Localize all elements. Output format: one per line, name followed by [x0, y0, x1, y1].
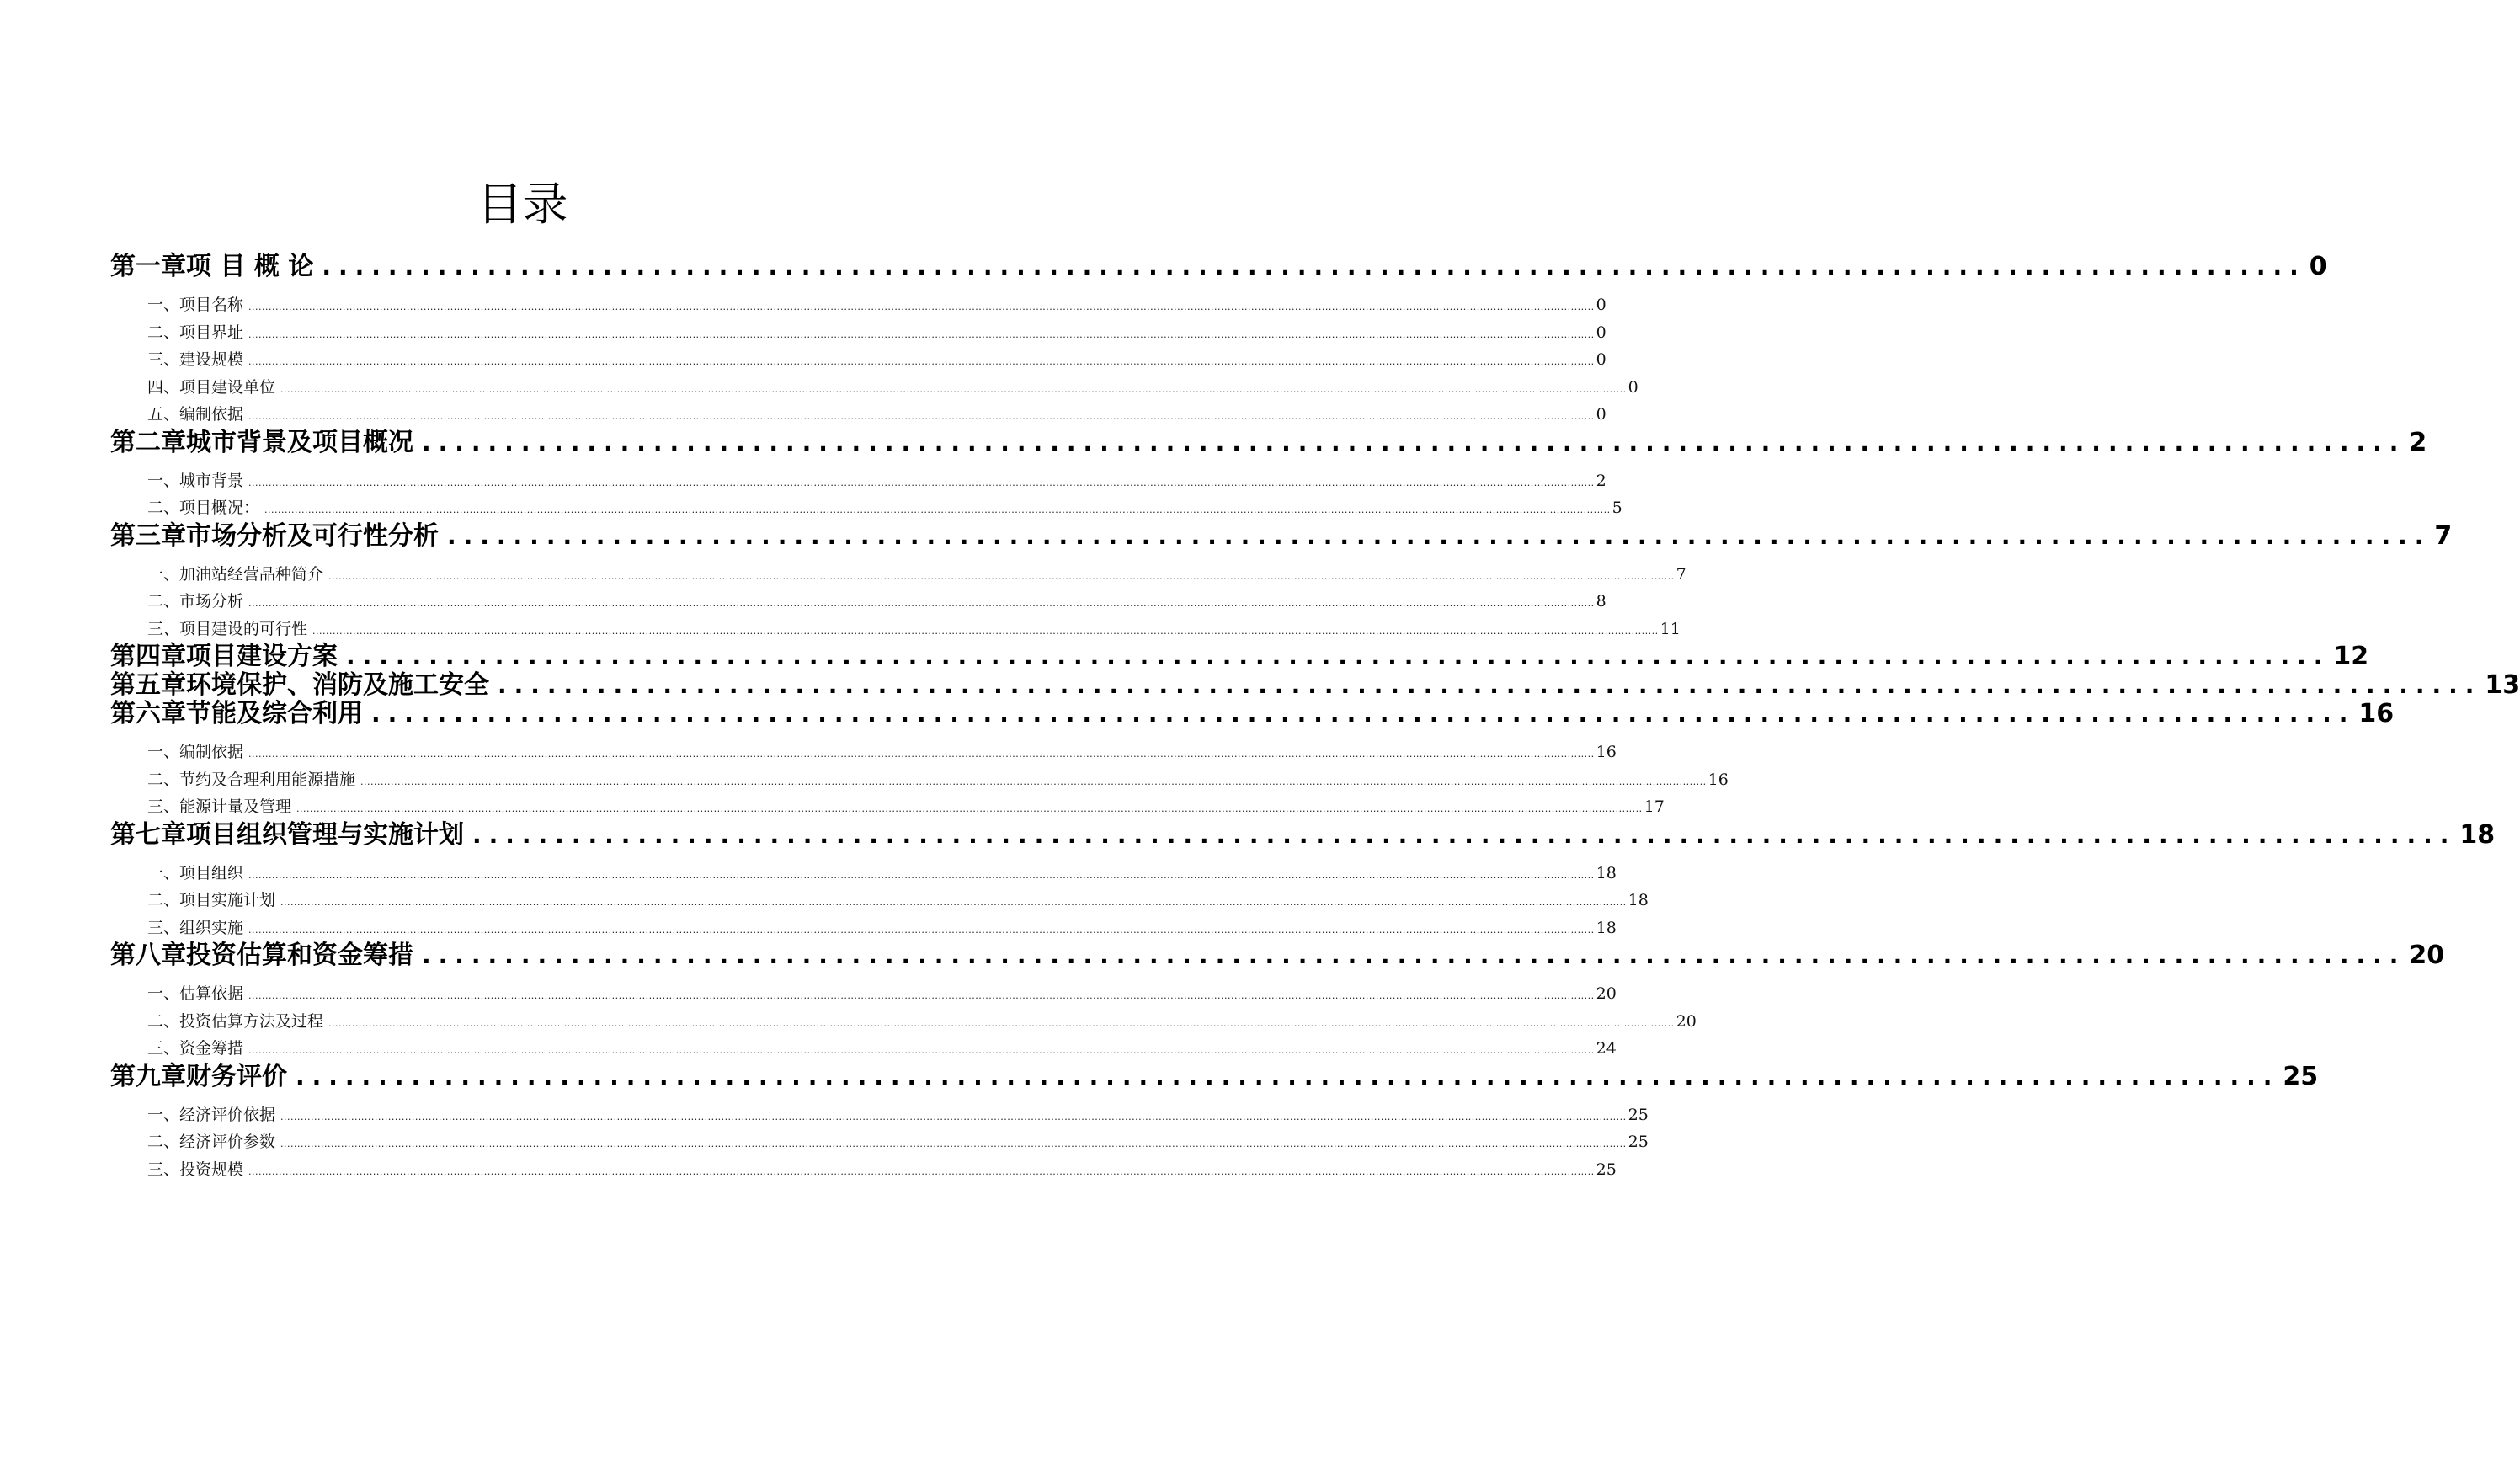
section-label: 二、项目界址 [147, 323, 244, 342]
toc-section-entry[interactable] [147, 980, 1617, 1008]
chapter-title: 投资估算和资金筹措 [186, 941, 413, 970]
section-label: 一、城市背景 [147, 471, 244, 490]
section-page-number: 20 [1596, 984, 1617, 1003]
toc-section-list [110, 980, 1697, 1063]
section-label: 二、经济评价参数 [147, 1133, 276, 1151]
chapter-number: 第六章 [110, 699, 186, 728]
chapter-number: 第九章 [110, 1061, 186, 1091]
dot-leader: ................................................................................................................................................................................................................................................................................................................................................................................................................ [280, 1111, 1627, 1122]
toc-chapter-block [110, 520, 2453, 643]
toc-chapter-entry[interactable] [110, 520, 2453, 551]
section-page-number: 25 [1596, 1160, 1617, 1179]
toc-chapter-block [110, 670, 2520, 700]
dot-leader: ........................................................................................................................ [422, 428, 2406, 456]
chapter-page-number: 25 [2283, 1061, 2319, 1091]
chapter-number: 第二章 [110, 427, 186, 457]
dot-leader: ................................................................................................................................................................................................................................................................................................................................................................................................................ [280, 897, 1627, 908]
toc-chapter-block [110, 819, 2496, 942]
chapter-title: 项目组织管理与实施计划 [186, 819, 464, 850]
chapter-page-number: 13 [2485, 670, 2520, 700]
section-page-number: 0 [1596, 323, 1606, 342]
chapter-title: 项 目 概 论 [186, 252, 314, 281]
dot-leader: ................................................................................................................................................................................................................................................................................................................................................................................................................ [248, 990, 1595, 1001]
toc-section-entry[interactable] [147, 346, 1606, 374]
toc-section-entry[interactable] [147, 738, 1617, 766]
toc-section-list [110, 467, 1622, 522]
section-label: 一、估算依据 [147, 984, 244, 1003]
toc-chapter-block [110, 941, 2445, 1063]
chapter-number: 第八章 [110, 941, 186, 970]
dot-leader: ........................................................................................................................ [346, 643, 2331, 670]
toc-section-entry[interactable] [147, 793, 1665, 821]
chapter-page-number: 12 [2333, 642, 2369, 671]
dot-leader: ................................................................................................................................................................................................................................................................................................................................................................................................................ [264, 504, 1611, 515]
section-page-number: 18 [1596, 863, 1617, 882]
chapter-number: 第四章 [110, 642, 186, 671]
section-label: 二、节约及合理利用能源措施 [147, 770, 356, 789]
section-label: 二、项目实施计划 [147, 891, 276, 909]
chapter-title: 项目建设方案 [186, 642, 338, 671]
dot-leader: ................................................................................................................................................................................................................................................................................................................................................................................................................ [248, 1045, 1595, 1056]
dot-leader: ................................................................................................................................................................................................................................................................................................................................................................................................................ [312, 625, 1659, 637]
section-page-number: 7 [1676, 564, 1686, 584]
toc-section-entry[interactable] [147, 616, 1681, 643]
dot-leader: ................................................................................................................................................................................................................................................................................................................................................................................................................ [248, 301, 1595, 312]
toc-section-list [110, 860, 1649, 942]
toc-section-entry[interactable] [147, 319, 1606, 347]
toc-chapter-block [110, 1061, 2319, 1184]
section-page-number: 25 [1628, 1105, 1649, 1124]
section-page-number: 8 [1596, 592, 1606, 611]
toc-chapter-block [110, 699, 2395, 821]
dot-leader: ........................................................................................................................ [322, 253, 2306, 280]
dot-leader: ................................................................................................................................................................................................................................................................................................................................................................................................................ [360, 776, 1707, 787]
dot-leader: ................................................................................................................................................................................................................................................................................................................................................................................................................ [248, 356, 1595, 367]
section-page-number: 18 [1628, 891, 1649, 909]
toc-section-entry[interactable] [147, 887, 1649, 914]
chapter-page-number: 20 [2409, 941, 2445, 970]
section-label: 一、编制依据 [147, 743, 244, 761]
section-label: 三、项目建设的可行性 [147, 619, 308, 638]
section-page-number: 18 [1596, 918, 1617, 937]
section-page-number: 11 [1660, 619, 1681, 638]
toc-chapter-entry[interactable] [110, 642, 2369, 671]
section-page-number: 17 [1644, 797, 1665, 816]
chapter-title: 城市背景及项目概况 [186, 427, 413, 457]
section-label: 二、市场分析 [147, 592, 244, 611]
section-page-number: 16 [1708, 770, 1729, 789]
toc-section-list [110, 561, 1686, 643]
chapter-page-number: 16 [2358, 699, 2395, 728]
dot-leader: ........................................................................................................................ [498, 671, 2482, 699]
section-label: 一、项目组织 [147, 863, 244, 882]
dot-leader: ........................................................................................................................ [447, 521, 2432, 550]
table-of-contents [110, 252, 2520, 1183]
dot-leader: ................................................................................................................................................................................................................................................................................................................................................................................................................ [248, 598, 1595, 609]
toc-section-entry[interactable] [147, 588, 1606, 616]
toc-section-entry[interactable] [147, 766, 1729, 794]
section-page-number: 24 [1596, 1039, 1617, 1058]
dot-leader: ................................................................................................................................................................................................................................................................................................................................................................................................................ [248, 328, 1595, 340]
section-page-number: 20 [1676, 1011, 1697, 1031]
dot-leader: ................................................................................................................................................................................................................................................................................................................................................................................................................ [248, 924, 1595, 936]
dot-leader: ........................................................................................................................ [296, 1062, 2280, 1090]
toc-chapter-block [110, 427, 2427, 522]
section-label: 五、编制依据 [147, 405, 244, 424]
toc-section-entry[interactable] [147, 467, 1606, 495]
dot-leader: ................................................................................................................................................................................................................................................................................................................................................................................................................ [248, 869, 1595, 881]
section-label: 三、组织实施 [147, 918, 244, 937]
toc-section-list [110, 291, 1638, 429]
section-page-number: 2 [1596, 471, 1606, 490]
toc-chapter-entry[interactable] [110, 1061, 2319, 1091]
chapter-title: 节能及综合利用 [186, 699, 363, 728]
dot-leader: ................................................................................................................................................................................................................................................................................................................................................................................................................ [248, 477, 1595, 488]
dot-leader: ................................................................................................................................................................................................................................................................................................................................................................................................................ [280, 1138, 1627, 1149]
toc-chapter-entry[interactable] [110, 699, 2395, 728]
dot-leader: ........................................................................................................................ [422, 941, 2406, 969]
toc-section-list [110, 1101, 1649, 1184]
chapter-page-number: 0 [2309, 252, 2327, 281]
chapter-number: 第五章 [110, 670, 186, 700]
chapter-number: 第三章 [110, 520, 186, 551]
toc-section-entry[interactable] [147, 401, 1606, 429]
section-label: 三、投资规模 [147, 1160, 244, 1179]
dot-leader: ................................................................................................................................................................................................................................................................................................................................................................................................................ [248, 1165, 1595, 1177]
dot-leader: ................................................................................................................................................................................................................................................................................................................................................................................................................ [296, 803, 1643, 814]
chapter-page-number: 2 [2409, 427, 2427, 457]
chapter-page-number: 7 [2434, 520, 2453, 551]
section-label: 四、项目建设单位 [147, 377, 276, 397]
dot-leader: ................................................................................................................................................................................................................................................................................................................................................................................................................ [328, 570, 1675, 582]
chapter-title: 财务评价 [186, 1061, 287, 1091]
section-label: 一、加油站经营品种简介 [147, 564, 324, 584]
section-page-number: 25 [1628, 1133, 1649, 1151]
section-label: 三、建设规模 [147, 350, 244, 369]
section-page-number: 0 [1596, 405, 1606, 424]
section-page-number: 0 [1628, 377, 1638, 397]
toc-chapter-entry[interactable] [110, 670, 2520, 700]
toc-section-entry[interactable] [147, 291, 1606, 319]
page-title: 目录 [477, 178, 568, 231]
dot-leader: ........................................................................................................................ [371, 700, 2356, 728]
section-page-number: 0 [1596, 296, 1606, 314]
toc-section-list [110, 738, 1729, 821]
toc-section-entry[interactable] [147, 561, 1686, 589]
toc-chapter-entry[interactable] [110, 819, 2496, 850]
toc-section-entry[interactable] [147, 1101, 1649, 1129]
toc-chapter-block [110, 252, 2327, 429]
toc-section-entry[interactable] [147, 1128, 1649, 1156]
dot-leader: ................................................................................................................................................................................................................................................................................................................................................................................................................ [280, 383, 1627, 395]
section-page-number: 0 [1596, 350, 1606, 369]
section-label: 一、项目名称 [147, 296, 244, 314]
chapter-title: 环境保护、消防及施工安全 [186, 670, 489, 700]
toc-chapter-entry[interactable] [110, 427, 2427, 457]
dot-leader: ................................................................................................................................................................................................................................................................................................................................................................................................................ [248, 749, 1595, 760]
section-label: 三、能源计量及管理 [147, 797, 292, 816]
section-label: 二、项目概况： [147, 499, 260, 517]
toc-section-entry[interactable] [147, 494, 1622, 522]
chapter-title: 市场分析及可行性分析 [186, 520, 439, 551]
section-label: 一、经济评价依据 [147, 1105, 276, 1124]
toc-section-entry[interactable] [147, 914, 1617, 942]
dot-leader: ................................................................................................................................................................................................................................................................................................................................................................................................................ [328, 1017, 1675, 1029]
section-label: 二、投资估算方法及过程 [147, 1011, 324, 1031]
toc-section-entry[interactable] [147, 860, 1617, 888]
chapter-page-number: 18 [2459, 819, 2496, 850]
toc-section-entry[interactable] [147, 1008, 1697, 1036]
dot-leader: ........................................................................................................................ [472, 820, 2457, 849]
chapter-number: 第一章 [110, 252, 186, 281]
section-label: 三、资金筹措 [147, 1039, 244, 1058]
toc-section-entry[interactable] [147, 1156, 1617, 1184]
section-page-number: 16 [1596, 743, 1617, 761]
dot-leader: ................................................................................................................................................................................................................................................................................................................................................................................................................ [248, 411, 1595, 422]
toc-chapter-block [110, 642, 2369, 671]
toc-chapter-entry[interactable] [110, 941, 2445, 970]
toc-section-entry[interactable] [147, 1035, 1617, 1063]
section-page-number: 5 [1612, 499, 1622, 517]
chapter-number: 第七章 [110, 819, 186, 850]
toc-section-entry[interactable] [147, 374, 1638, 402]
toc-chapter-entry[interactable] [110, 252, 2327, 281]
